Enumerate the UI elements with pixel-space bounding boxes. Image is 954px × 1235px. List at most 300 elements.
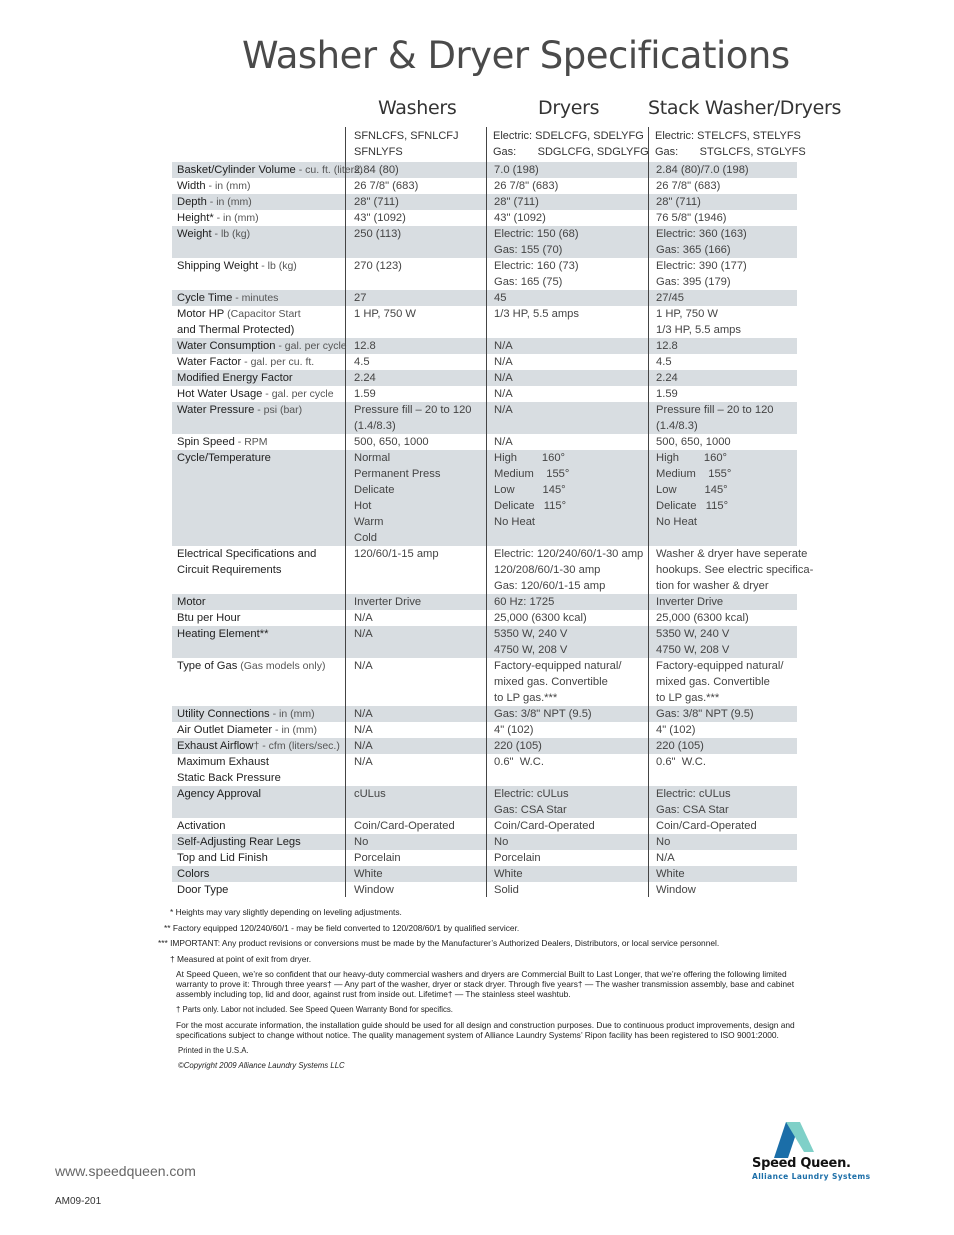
footnote-height: * Heights may vary slightly depending on leveling adjustments.	[170, 907, 402, 917]
spec-label-text: Water Consumption	[177, 340, 276, 352]
washer-value	[345, 610, 485, 626]
spec-label-text: Depth	[177, 196, 207, 208]
spec-row	[172, 354, 797, 370]
spec-row	[172, 178, 797, 194]
spec-label-text: Air Outlet Diameter	[177, 724, 273, 736]
spec-label-text: Cycle Time	[177, 292, 233, 304]
column-divider	[486, 127, 487, 897]
stack-value	[647, 338, 797, 354]
spec-label	[172, 386, 345, 402]
spec-label	[172, 210, 345, 226]
value-line: Warm	[354, 516, 384, 528]
stack-value	[647, 706, 797, 722]
value-line: 1/3 HP, 5.5 amps	[494, 308, 579, 320]
value-line: 26 7/8" (683)	[494, 180, 559, 192]
stack-value	[647, 434, 797, 450]
value-line: N/A	[494, 436, 513, 448]
value-line: N/A	[354, 628, 373, 640]
washer-value	[345, 194, 485, 210]
value-line	[354, 274, 485, 290]
washer-value	[345, 834, 485, 850]
warranty-text: At Speed Queen, we’re so confident that our heavy-duty commercial washers and dryers are Commercial Built to Last Longer, that we’re offering the following limited warranty to prove it: Through three years† — Any part of the washer, dryer or stack dryer. Through five years† — The washer transmission assembly, base and cabinet assembly including top, lid and door, against rust from inside out. Lifetime† — The stainless steel washtub.	[176, 969, 795, 999]
value-line: 4750 W, 208 V	[656, 644, 730, 656]
value-line: hookups. See electric specifica-	[656, 564, 814, 576]
value-line: Coin/Card-Operated	[656, 820, 757, 832]
spec-row	[172, 258, 797, 290]
value-line: 43" (1092)	[354, 212, 406, 224]
dryer-value	[485, 338, 647, 354]
spec-label-text: Cycle/Temperature	[177, 452, 271, 464]
spec-label	[172, 434, 345, 450]
dryer-value	[485, 210, 647, 226]
column-divider	[648, 127, 649, 897]
spec-label	[172, 754, 345, 786]
value-line: Electric: 160 (73)	[494, 260, 579, 272]
stack-value	[647, 162, 797, 178]
value-line: 26 7/8" (683)	[354, 180, 419, 192]
spec-label-text: Colors	[177, 868, 210, 880]
stack-value	[647, 722, 797, 738]
footnote-important: *** IMPORTANT: Any product revisions or conversions must be made by the Manufacturer’s Authorized Dealers, Distributors, or local service personnel.	[158, 938, 720, 948]
value-line: High 160°	[656, 452, 728, 464]
value-line: N/A	[494, 356, 513, 368]
washer-value	[345, 386, 485, 402]
value-line: 43" (1092)	[494, 212, 546, 224]
dryer-value	[485, 818, 647, 834]
dryer-value	[485, 594, 647, 610]
dryer-value	[485, 882, 647, 898]
spec-label-text: Electrical Specifications and	[177, 548, 317, 560]
value-line: Delicate 115°	[656, 500, 729, 512]
dryer-value	[485, 306, 647, 338]
spec-label	[172, 658, 345, 706]
dryer-value	[485, 626, 647, 658]
washer-value	[345, 850, 485, 866]
spec-row	[172, 194, 797, 210]
spec-row	[172, 818, 797, 834]
brand-subtitle: Alliance Laundry Systems	[752, 1172, 871, 1181]
spec-row	[172, 754, 797, 786]
spec-label-text: Door Type	[177, 884, 229, 896]
value-line: Cold	[354, 532, 378, 544]
spec-label-text: Btu per Hour	[177, 612, 241, 624]
spec-label-text: Height*	[177, 212, 214, 224]
value-line: Gas: CSA Star	[494, 804, 567, 816]
washer-value	[345, 258, 485, 290]
spec-unit: - lb (kg)	[211, 228, 251, 240]
stack-value	[647, 258, 797, 290]
spec-label	[172, 178, 345, 194]
stack-value	[647, 450, 797, 546]
stack-value	[647, 226, 797, 258]
spec-unit: - in (mm)	[272, 724, 318, 736]
spec-label	[172, 722, 345, 738]
spec-label-text: Modified Energy Factor	[177, 372, 293, 384]
value-line: Electric: cULus	[494, 788, 569, 800]
value-line: Gas: 3/8" NPT (9.5)	[656, 708, 754, 720]
spec-label-text: Spin Speed	[177, 436, 235, 448]
spec-label	[172, 706, 345, 722]
stack-value	[647, 738, 797, 754]
copyright-note: ©Copyright 2009 Alliance Laundry Systems LLC	[178, 1061, 345, 1070]
dryer-value	[485, 258, 647, 290]
stack-value	[647, 834, 797, 850]
stack-value	[647, 306, 797, 338]
spec-row	[172, 338, 797, 354]
value-line: 120/208/60/1-30 amp	[494, 564, 601, 576]
value-line: Normal	[354, 452, 391, 464]
spec-row	[172, 610, 797, 626]
value-line: 45	[494, 292, 507, 304]
washer-value	[345, 866, 485, 882]
value-line: 27	[354, 292, 367, 304]
stack-value	[647, 354, 797, 370]
value-line: Window	[354, 884, 394, 896]
value-line: No	[656, 836, 671, 848]
value-line: N/A	[494, 372, 513, 384]
value-line: 25,000 (6300 kcal)	[494, 612, 587, 624]
value-line: Electric: 360 (163)	[656, 228, 747, 240]
spec-row	[172, 594, 797, 610]
washer-value	[345, 738, 485, 754]
value-line: 28" (711)	[354, 196, 399, 208]
spec-row	[172, 738, 797, 754]
spec-label-text: Activation	[177, 820, 226, 832]
stack-value	[647, 546, 814, 594]
spec-label-text: Motor HP	[177, 308, 225, 320]
stack-value	[647, 626, 797, 658]
spec-label-text: and Thermal Protected)	[177, 324, 295, 336]
dryer-value	[485, 290, 647, 306]
spec-label-text: Maximum Exhaust	[177, 756, 270, 768]
washer-value	[345, 722, 485, 738]
value-line: Gas: CSA Star	[656, 804, 729, 816]
spec-label-text: Water Factor	[177, 356, 242, 368]
spec-label-text: Self-Adjusting Rear Legs	[177, 836, 301, 848]
value-line: Gas: 120/60/1-15 amp	[494, 580, 606, 592]
washer-value	[345, 178, 485, 194]
washer-value	[345, 786, 485, 818]
value-line: No Heat	[494, 516, 536, 528]
value-line: High 160°	[494, 452, 566, 464]
dryer-value	[485, 370, 647, 386]
value-line: Delicate	[354, 484, 395, 496]
spec-row	[172, 162, 797, 178]
stack-value	[647, 866, 797, 882]
printed-note: Printed in the U.S.A.	[178, 1045, 249, 1055]
value-line: N/A	[494, 340, 513, 352]
washer-value	[345, 754, 485, 786]
spec-row	[172, 306, 797, 338]
value-line: 2.24	[656, 372, 678, 384]
value-line: N/A	[494, 388, 513, 400]
value-line: mixed gas. Convertible	[494, 676, 608, 688]
value-line: 500, 650, 1000	[656, 436, 731, 448]
spec-unit: - RPM	[234, 436, 268, 448]
spec-label	[172, 450, 345, 546]
value-line: White	[656, 868, 685, 880]
washer-value	[345, 370, 485, 386]
value-line: 500, 650, 1000	[354, 436, 429, 448]
spec-unit: - in (mm)	[213, 212, 259, 224]
dryer-value	[485, 722, 647, 738]
value-line: Gas: 155 (70)	[494, 244, 563, 256]
stack-models	[655, 128, 806, 160]
column-divider	[345, 127, 346, 897]
value-line: Factory-equipped natural/	[494, 660, 622, 672]
spec-row	[172, 210, 797, 226]
value-line: 1 HP, 750 W	[354, 308, 416, 320]
value-line: (1.4/8.3)	[656, 420, 698, 432]
dryer-value	[485, 194, 647, 210]
spec-row	[172, 450, 797, 546]
parts-note: † Parts only. Labor not included. See Speed Queen Warranty Bond for specifics.	[176, 1004, 453, 1014]
value-line: 28" (711)	[656, 196, 701, 208]
stack-model-line: Gas: STGLCFS, STGLYFS	[655, 146, 806, 158]
stack-value	[647, 178, 797, 194]
value-line: Gas: 3/8" NPT (9.5)	[494, 708, 592, 720]
value-line: Low 145°	[656, 484, 728, 496]
spec-row	[172, 786, 797, 818]
value-line: Gas: 395 (179)	[656, 276, 731, 288]
dryer-value	[485, 162, 647, 178]
value-line	[354, 642, 485, 658]
spec-label-text: Basket/Cylinder Volume	[177, 164, 296, 176]
spec-label-text: Heating Element**	[177, 628, 269, 640]
value-line	[354, 802, 485, 818]
spec-row	[172, 882, 797, 898]
value-line: cULus	[354, 788, 386, 800]
website-link[interactable]: www.speedqueen.com	[55, 1163, 196, 1179]
washer-value	[345, 290, 485, 306]
spec-label-text: Circuit Requirements	[177, 564, 282, 576]
value-line	[354, 578, 485, 594]
value-line	[354, 322, 485, 338]
value-line: tion for washer & dryer	[656, 580, 769, 592]
dryer-value	[485, 610, 647, 626]
washer-value	[345, 706, 485, 722]
value-line: 270 (123)	[354, 260, 402, 272]
value-line	[494, 770, 647, 786]
spec-label-text: Width	[177, 180, 206, 192]
stack-value	[647, 370, 797, 386]
dryer-value	[485, 786, 647, 818]
value-line: Pressure fill – 20 to 120	[656, 404, 774, 416]
stack-value	[647, 210, 797, 226]
dryer-value	[485, 866, 647, 882]
stack-value	[647, 658, 797, 706]
dryer-value	[485, 450, 647, 546]
stack-value	[647, 754, 797, 786]
value-line	[354, 674, 485, 690]
spec-unit: - in (mm)	[206, 196, 252, 208]
value-line: Gas: 365 (166)	[656, 244, 731, 256]
dryer-value	[485, 386, 647, 402]
washer-value	[345, 226, 485, 258]
spec-label	[172, 306, 345, 338]
spec-row	[172, 722, 797, 738]
washer-value	[345, 162, 485, 178]
spec-label-text: Motor	[177, 596, 206, 608]
value-line: Electric: 150 (68)	[494, 228, 579, 240]
value-line: Electric: 120/240/60/1-30 amp	[494, 548, 644, 560]
stack-value	[647, 610, 797, 626]
dryer-value	[485, 738, 647, 754]
value-line: 1.59	[656, 388, 678, 400]
value-line: N/A	[354, 660, 373, 672]
spec-row	[172, 706, 797, 722]
washer-model-line: SFNLCFS, SFNLCFJ	[354, 130, 459, 142]
value-line: 250 (113)	[354, 228, 402, 240]
value-line: N/A	[494, 404, 513, 416]
spec-label	[172, 866, 345, 882]
washer-value	[345, 818, 485, 834]
washer-value	[345, 546, 485, 594]
dryer-value	[485, 354, 647, 370]
value-line: Window	[656, 884, 696, 896]
spec-row	[172, 434, 797, 450]
spec-label	[172, 194, 345, 210]
dryer-models	[493, 128, 649, 160]
value-line: 76 5/8" (1946)	[656, 212, 727, 224]
washer-value	[345, 594, 485, 610]
spec-label	[172, 402, 345, 434]
spec-label-text: Water Pressure	[177, 404, 255, 416]
dryer-value	[485, 850, 647, 866]
value-line: 2.24	[354, 372, 376, 384]
value-line: Coin/Card-Operated	[494, 820, 595, 832]
value-line: 4750 W, 208 V	[494, 644, 568, 656]
spec-row	[172, 658, 797, 706]
value-line: 27/45	[656, 292, 684, 304]
value-line: N/A	[656, 852, 675, 864]
value-line: Permanent Press	[354, 468, 441, 480]
spec-label	[172, 370, 345, 386]
column-header-washers: Washers	[378, 97, 457, 119]
spec-row	[172, 546, 797, 594]
spec-row	[172, 402, 797, 434]
value-line: White	[494, 868, 523, 880]
footnote-electric: ** Factory equipped 120/240/60/1 - may be field converted to 120/208/60/1 by qualified servicer.	[164, 922, 520, 933]
spec-label-text: Hot Water Usage	[177, 388, 263, 400]
value-line: 7.0 (198)	[494, 164, 539, 176]
value-line: Medium 155°	[494, 468, 570, 480]
washer-value	[345, 210, 485, 226]
dryer-value	[485, 754, 647, 786]
stack-value	[647, 882, 797, 898]
value-line: 5350 W, 240 V	[494, 628, 568, 640]
value-line	[354, 562, 485, 578]
value-line: No	[354, 836, 369, 848]
spec-label	[172, 546, 345, 594]
washer-value	[345, 402, 485, 434]
value-line: Factory-equipped natural/	[656, 660, 784, 672]
value-line: White	[354, 868, 383, 880]
value-line: No	[494, 836, 509, 848]
value-line: No Heat	[656, 516, 698, 528]
value-line	[494, 322, 647, 338]
dryer-value	[485, 546, 647, 594]
spec-label	[172, 850, 345, 866]
washer-value	[345, 450, 485, 546]
dryer-value	[485, 226, 647, 258]
value-line: N/A	[354, 708, 373, 720]
value-line: 1 HP, 750 W	[656, 308, 718, 320]
stack-value	[647, 402, 797, 434]
spec-label	[172, 594, 345, 610]
spec-label-text: Exhaust Airflow	[177, 740, 254, 752]
value-line	[656, 530, 797, 546]
spec-row	[172, 226, 797, 258]
washer-model-line: SFNLYFS	[354, 146, 403, 158]
spec-label	[172, 354, 345, 370]
value-line: 4.5	[354, 356, 370, 368]
value-line: N/A	[354, 740, 373, 752]
stack-value	[647, 290, 797, 306]
stack-value	[647, 594, 797, 610]
value-line: 4" (102)	[494, 724, 534, 736]
spec-row	[172, 626, 797, 658]
footnote-measured: † Measured at point of exit from dryer.	[170, 953, 312, 964]
stack-value	[647, 786, 797, 818]
value-line: 26 7/8" (683)	[656, 180, 721, 192]
spec-label	[172, 258, 345, 290]
spec-label	[172, 290, 345, 306]
spec-unit: - gal. per cycle	[262, 388, 334, 400]
spec-label	[172, 786, 345, 818]
spec-label	[172, 162, 363, 178]
stack-value	[647, 194, 797, 210]
dryer-value	[485, 402, 647, 434]
spec-unit: - cu. ft. (liters)	[295, 164, 363, 176]
value-line: Medium 155°	[656, 468, 732, 480]
washer-value	[345, 354, 485, 370]
value-line: N/A	[354, 724, 373, 736]
value-line: Porcelain	[494, 852, 541, 864]
value-line: 4.5	[656, 356, 672, 368]
spec-row	[172, 850, 797, 866]
value-line: 0.6" W.C.	[494, 756, 544, 768]
value-line: 220 (105)	[494, 740, 542, 752]
value-line: 4" (102)	[656, 724, 696, 736]
value-line: 1.59	[354, 388, 376, 400]
value-line	[354, 770, 485, 786]
spec-unit: (Capacitor Start	[224, 308, 301, 320]
dryer-value	[485, 706, 647, 722]
spec-label-text: Static Back Pressure	[177, 772, 281, 784]
dryer-value	[485, 178, 647, 194]
washer-value	[345, 306, 485, 338]
spec-label	[172, 338, 345, 354]
value-line: mixed gas. Convertible	[656, 676, 770, 688]
washer-value	[345, 882, 485, 898]
value-line: 5350 W, 240 V	[656, 628, 730, 640]
value-line	[494, 418, 647, 434]
spec-unit: - minutes	[232, 292, 279, 304]
value-line: Hot	[354, 500, 372, 512]
value-line: 25,000 (6300 kcal)	[656, 612, 749, 624]
document-code: AM09-201	[55, 1196, 102, 1207]
spec-label-text: Weight	[177, 228, 212, 240]
spec-unit: (Gas models only)	[237, 660, 326, 672]
value-line: 1/3 HP, 5.5 amps	[656, 324, 741, 336]
stack-model-line: Electric: STELCFS, STELYFS	[655, 130, 801, 142]
spec-row	[172, 370, 797, 386]
value-line: Porcelain	[354, 852, 401, 864]
value-line: 28" (711)	[494, 196, 539, 208]
value-line: Washer & dryer have seperate	[656, 548, 808, 560]
washer-value	[345, 626, 485, 658]
